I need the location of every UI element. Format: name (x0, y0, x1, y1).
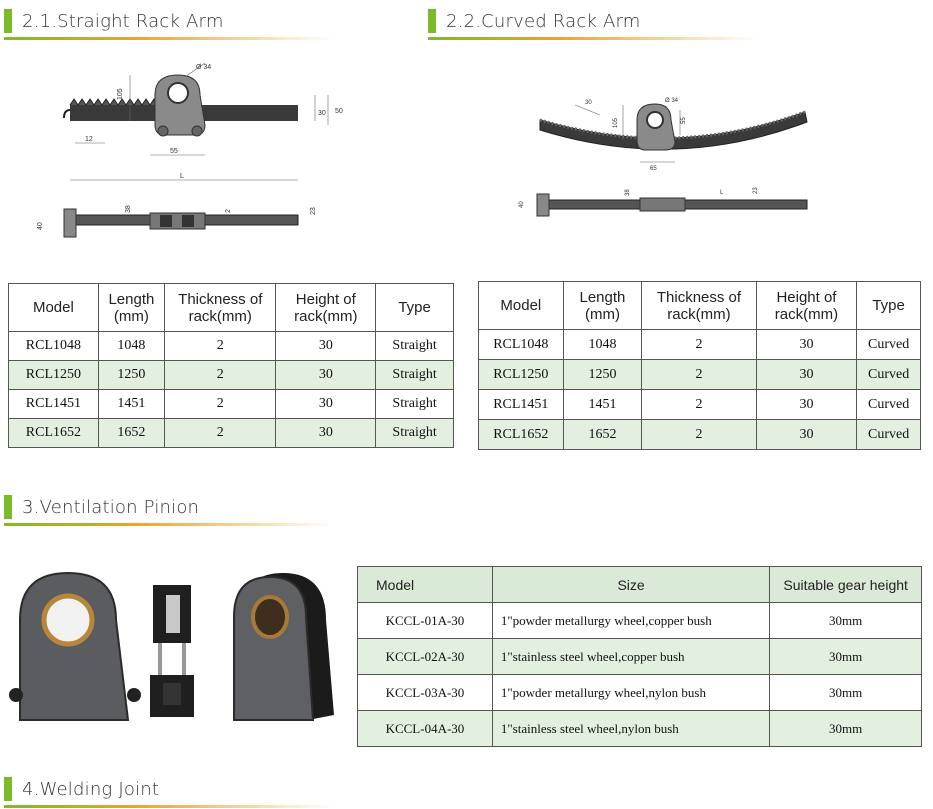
cell-model: KCCL-01A-30 (358, 603, 493, 639)
col-header-height: Height of rack(mm) (276, 284, 376, 332)
cell-height: 30 (276, 419, 376, 448)
dim-label: 38 (625, 189, 631, 196)
cell-size: 1"stainless steel wheel,nylon bush (492, 711, 769, 747)
cell-length: 1048 (563, 330, 642, 360)
curved-rack-arm-drawing (505, 90, 825, 230)
dim-label: 105 (613, 117, 619, 128)
col-header-length: Length (mm) (563, 282, 642, 330)
cell-type: Curved (857, 420, 921, 450)
cell-model: KCCL-04A-30 (358, 711, 493, 747)
cell-thickness: 2 (165, 390, 276, 419)
section-header-straight-rack-arm (4, 6, 334, 36)
cell-thickness: 2 (165, 332, 276, 361)
section-marker (428, 9, 436, 33)
col-header-size: Size (492, 567, 769, 603)
cell-model: RCL1048 (479, 330, 564, 360)
curved-rack-table (478, 281, 921, 450)
dim-label: 23 (310, 207, 317, 215)
section-title: 2.2.Curved Rack Arm (446, 10, 641, 32)
straight-rack-arm-drawing (30, 55, 350, 255)
table-header-row (9, 284, 454, 332)
table-row (358, 639, 922, 675)
section-header-welding-joint (4, 774, 334, 804)
dim-label: 55 (681, 117, 687, 124)
cell-size: 1"powder metallurgy wheel,nylon bush (492, 675, 769, 711)
section-underline (4, 37, 334, 40)
section-underline (4, 805, 334, 808)
dim-label: 12 (85, 136, 93, 143)
dim-label: 40 (37, 222, 44, 230)
cell-length: 1451 (98, 390, 164, 419)
col-header-model: Model (479, 282, 564, 330)
cell-gear-height: 30mm (770, 711, 922, 747)
section-header-ventilation-pinion (4, 492, 334, 522)
cell-type: Straight (376, 332, 454, 361)
ventilation-pinion-table (357, 566, 922, 747)
cell-model: RCL1250 (9, 361, 99, 390)
table-row (9, 332, 454, 361)
section-marker (4, 495, 12, 519)
cell-height: 30 (756, 360, 857, 390)
cell-size: 1"powder metallurgy wheel,copper bush (492, 603, 769, 639)
cell-thickness: 2 (642, 330, 756, 360)
cell-model: KCCL-02A-30 (358, 639, 493, 675)
cell-thickness: 2 (165, 419, 276, 448)
col-header-gear-height: Suitable gear height (770, 567, 922, 603)
col-header-thickness: Thickness of rack(mm) (642, 282, 756, 330)
table-row (9, 361, 454, 390)
table-row (358, 675, 922, 711)
cell-height: 30 (756, 420, 857, 450)
col-header-thickness: Thickness of rack(mm) (165, 284, 276, 332)
cell-gear-height: 30mm (770, 603, 922, 639)
table-header-row (358, 567, 922, 603)
table-row (9, 390, 454, 419)
table-row (358, 603, 922, 639)
cell-model: KCCL-03A-30 (358, 675, 493, 711)
section-header-curved-rack-arm (428, 6, 758, 36)
cell-height: 30 (276, 332, 376, 361)
table-row (9, 419, 454, 448)
col-header-type: Type (376, 284, 454, 332)
cell-length: 1652 (98, 419, 164, 448)
table-row (479, 360, 921, 390)
cell-gear-height: 30mm (770, 639, 922, 675)
dim-label: Ø 34 (196, 64, 212, 71)
dim-label: 40 (519, 201, 525, 208)
cell-model: RCL1048 (9, 332, 99, 361)
cell-height: 30 (756, 390, 857, 420)
cell-type: Curved (857, 360, 921, 390)
dim-label: 2 (225, 209, 232, 213)
col-header-height: Height of rack(mm) (756, 282, 857, 330)
cell-gear-height: 30mm (770, 675, 922, 711)
cell-height: 30 (756, 330, 857, 360)
dim-label: 55 (170, 148, 178, 155)
section-underline (428, 37, 758, 40)
cell-length: 1250 (98, 361, 164, 390)
table-header-row (479, 282, 921, 330)
table-row (358, 711, 922, 747)
dim-label: L (180, 173, 184, 180)
dim-label: 30 (585, 100, 592, 106)
cell-type: Curved (857, 330, 921, 360)
section-title: 3.Ventilation Pinion (22, 496, 200, 518)
cell-size: 1"stainless steel wheel,copper bush (492, 639, 769, 675)
cell-type: Straight (376, 390, 454, 419)
cell-thickness: 2 (642, 420, 756, 450)
table-row (479, 330, 921, 360)
section-marker (4, 9, 12, 33)
cell-model: RCL1451 (9, 390, 99, 419)
cell-height: 30 (276, 390, 376, 419)
cell-type: Straight (376, 361, 454, 390)
dim-label: 50 (335, 108, 343, 115)
dim-label: L (720, 190, 724, 196)
cell-length: 1048 (98, 332, 164, 361)
cell-length: 1652 (563, 420, 642, 450)
cell-thickness: 2 (165, 361, 276, 390)
pinion-photos (8, 565, 343, 730)
cell-length: 1451 (563, 390, 642, 420)
dim-label: 105 (117, 88, 124, 100)
col-header-model: Model (358, 567, 493, 603)
dim-label: 38 (125, 205, 132, 213)
section-title: 4.Welding Joint (22, 778, 160, 800)
col-header-model: Model (9, 284, 99, 332)
table-row (479, 390, 921, 420)
cell-model: RCL1250 (479, 360, 564, 390)
section-underline (4, 523, 334, 526)
cell-type: Curved (857, 390, 921, 420)
cell-model: RCL1451 (479, 390, 564, 420)
cell-type: Straight (376, 419, 454, 448)
dim-label: 30 (318, 110, 326, 117)
dim-label: 23 (753, 187, 759, 194)
table-row (479, 420, 921, 450)
cell-model: RCL1652 (479, 420, 564, 450)
straight-rack-table (8, 283, 454, 448)
cell-height: 30 (276, 361, 376, 390)
cell-thickness: 2 (642, 360, 756, 390)
col-header-type: Type (857, 282, 921, 330)
col-header-length: Length (mm) (98, 284, 164, 332)
cell-model: RCL1652 (9, 419, 99, 448)
cell-thickness: 2 (642, 390, 756, 420)
dim-label: 65 (650, 166, 657, 172)
section-marker (4, 777, 12, 801)
cell-length: 1250 (563, 360, 642, 390)
dim-label: Ø 34 (665, 98, 679, 104)
section-title: 2.1.Straight Rack Arm (22, 10, 224, 32)
